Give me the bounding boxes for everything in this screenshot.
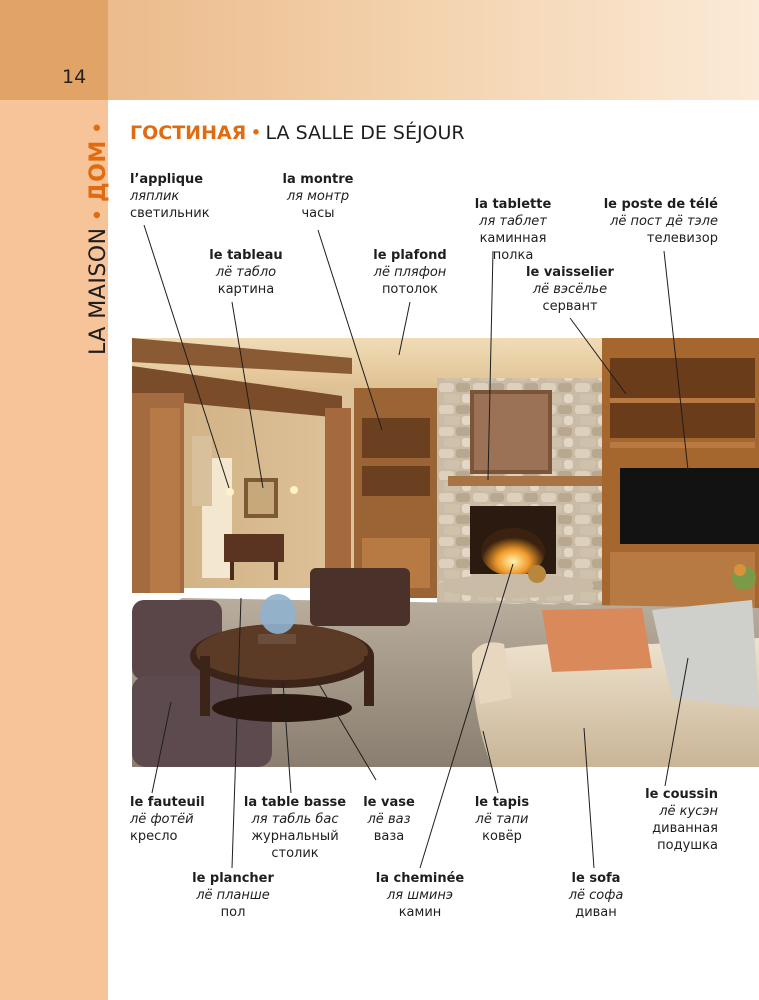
label-fauteuil [130, 794, 205, 845]
label-pronunciation: лё планше [196, 888, 270, 903]
label-pronunciation: лё вэсёлье [532, 282, 608, 297]
chapter-title-sep: • [86, 207, 111, 222]
label-translation: картина [217, 282, 275, 297]
label-poste-tele [598, 196, 718, 247]
chapter-title [86, 115, 111, 355]
label-word: le plafond [373, 248, 447, 263]
living-room-photo [132, 338, 759, 767]
living-room-illustration [132, 338, 759, 767]
label-pronunciation: лё фотёй [130, 812, 194, 827]
label-montre [270, 171, 366, 222]
label-pronunciation: ля монтр [286, 189, 350, 204]
label-translation: камин [398, 905, 442, 920]
section-title-sep: • [250, 122, 262, 144]
label-pronunciation: лё софа [568, 888, 624, 903]
label-tapis [466, 794, 538, 845]
header-band [0, 0, 759, 100]
label-sofa [556, 870, 636, 921]
label-translation-line1: журнальный [251, 829, 339, 844]
label-word: le tapis [474, 795, 530, 810]
page-number: 14 [62, 66, 87, 88]
label-translation: светильник [130, 206, 210, 221]
label-coussin [626, 786, 718, 854]
label-word: le poste de télé [603, 197, 718, 212]
label-pronunciation: ляплик [130, 189, 180, 204]
label-vase [354, 794, 424, 845]
label-applique [130, 171, 210, 222]
label-tableau [200, 247, 292, 298]
label-pronunciation: ля табль бас [251, 812, 339, 827]
label-pronunciation: лё кусэн [659, 804, 718, 819]
label-translation: каминная полка [479, 231, 547, 263]
label-word: le vaisselier [526, 265, 614, 280]
label-table-basse [240, 794, 350, 862]
label-word: la montre [282, 172, 354, 187]
label-pronunciation: ля таблет [479, 214, 547, 229]
label-word: l’applique [130, 172, 204, 187]
label-cheminee [370, 870, 470, 921]
chapter-title-end-dot: • [86, 120, 111, 135]
label-translation: кресло [130, 829, 178, 844]
label-translation: телевизор [646, 231, 718, 246]
label-pronunciation: лё пост дё тэле [610, 214, 718, 229]
label-pronunciation: ля шминэ [386, 888, 454, 903]
label-translation: диван [575, 905, 617, 920]
label-word: le vase [363, 795, 415, 810]
label-word: le sofa [571, 871, 621, 886]
label-tablette [458, 196, 568, 264]
label-word: le fauteuil [130, 795, 205, 810]
section-title [130, 122, 465, 144]
label-pronunciation: лё табло [215, 265, 277, 280]
header-corner-block [0, 0, 108, 100]
label-pronunciation: лё ваз [367, 812, 411, 827]
chapter-title-ru: ДОМ [86, 140, 111, 202]
label-word: le tableau [209, 248, 283, 263]
label-translation: пол [220, 905, 246, 920]
label-translation: часы [301, 206, 335, 221]
label-translation-line2: столик [271, 846, 319, 861]
label-translation: потолок [381, 282, 439, 297]
label-translation-line2: подушка [657, 838, 718, 853]
label-translation: ковёр [482, 829, 522, 844]
label-word: la table basse [243, 795, 347, 810]
label-word: le coussin [645, 787, 718, 802]
label-translation: сервант [542, 299, 598, 314]
chapter-title-fr: LA MAISON [86, 227, 111, 355]
label-word: le plancher [192, 871, 274, 886]
label-translation-line1: диванная [652, 821, 718, 836]
label-pronunciation: лё тапи [475, 812, 529, 827]
section-title-ru: ГОСТИНАЯ [130, 122, 247, 144]
label-word: la cheminée [375, 871, 465, 886]
label-word: la tablette [474, 197, 552, 212]
label-plancher [188, 870, 278, 921]
label-plafond [360, 247, 460, 298]
section-title-fr: LA SALLE DE SÉJOUR [265, 122, 465, 144]
label-vaisselier [518, 264, 622, 315]
label-pronunciation: лё пляфон [373, 265, 447, 280]
label-translation: ваза [373, 829, 405, 844]
